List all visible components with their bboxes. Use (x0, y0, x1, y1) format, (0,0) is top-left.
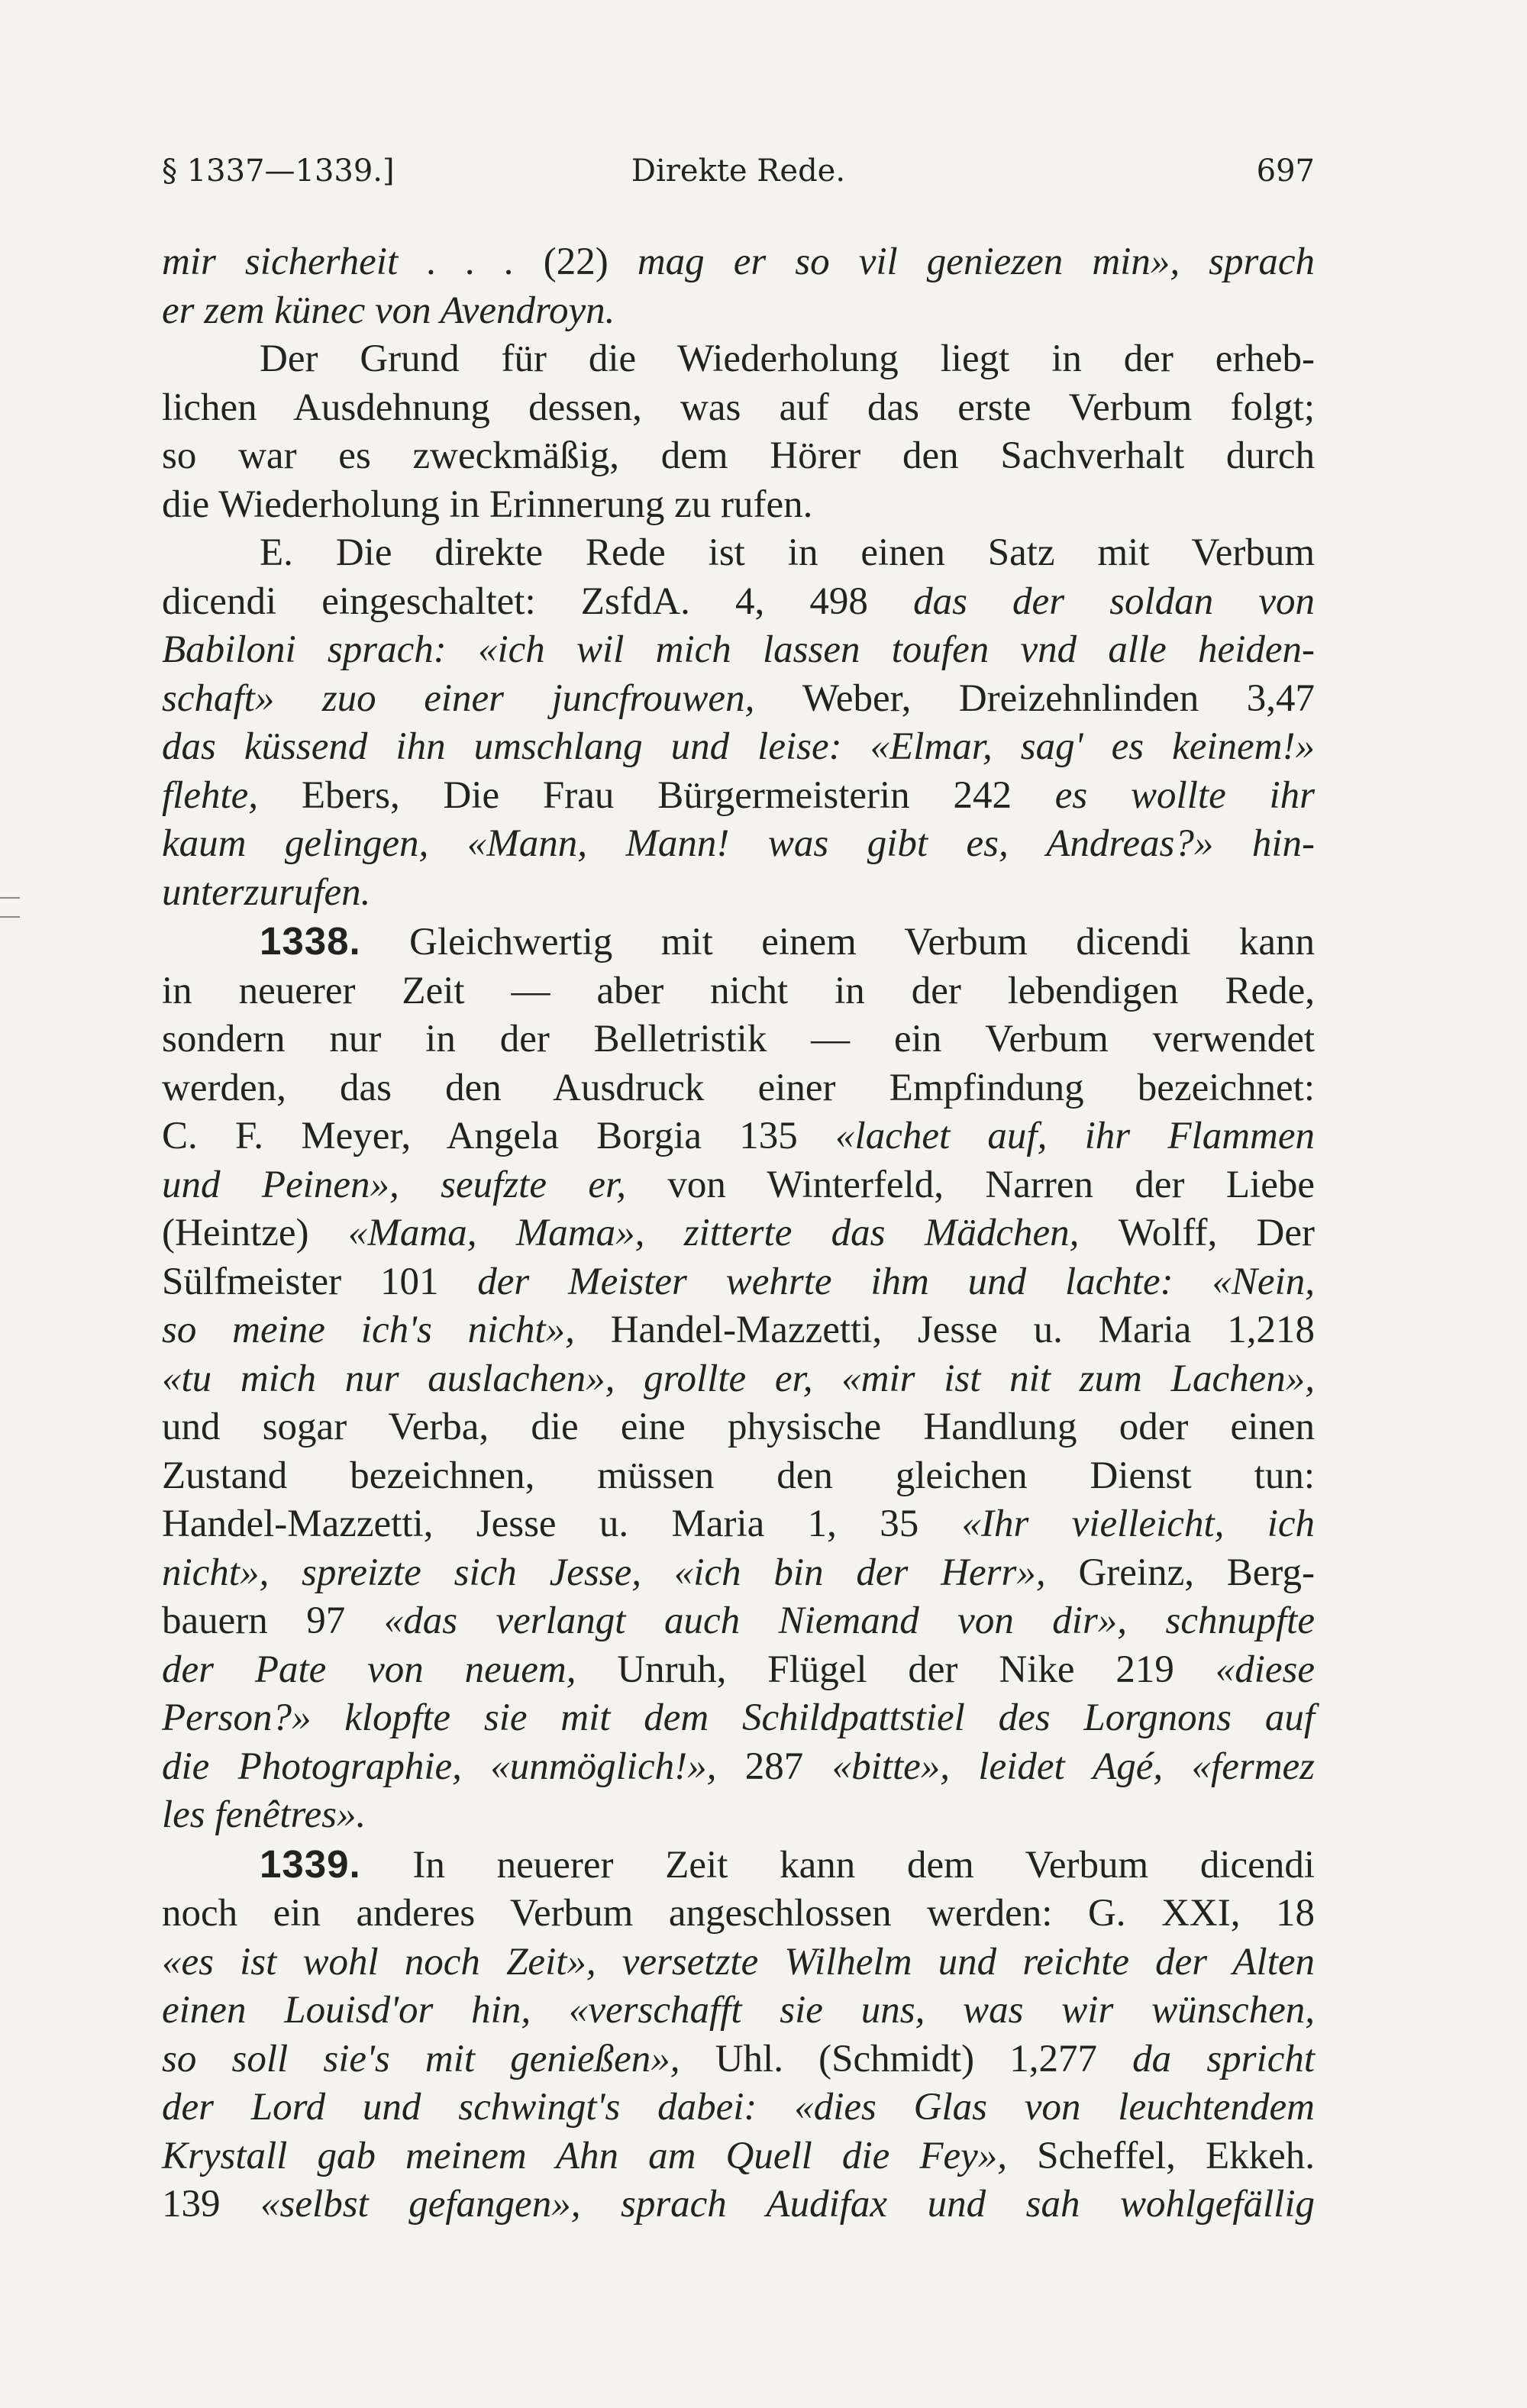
italic-quote: es wollte ihr (1054, 773, 1316, 817)
italic-quote: das küssend ihn umschlang und leise: «Elmar, sag' es keinem!» (162, 725, 1315, 768)
text-span: bauern 97 (162, 1599, 384, 1642)
text-line (162, 2132, 1315, 2181)
italic-quote: nicht», spreizte sich Jesse, «ich bin der Herr», (162, 1551, 1079, 1594)
text-line (162, 772, 1315, 821)
text-line (162, 723, 1315, 772)
running-head (162, 148, 1315, 194)
italic-quote: schaft» zuo einer juncfrouwen, (162, 676, 802, 720)
section-number: 1338. (260, 919, 361, 963)
text-line (162, 2035, 1315, 2084)
text-span: Handel-Mazzetti, Jesse u. Maria 1, 35 (162, 1503, 962, 1545)
text-line (162, 1597, 1315, 1646)
text-span: Gleichwertig mit einem Verbum dicendi kann (360, 921, 1315, 964)
margin-tick-mark (0, 897, 20, 899)
italic-quote: da spricht (1132, 2037, 1315, 2080)
text-line (162, 967, 1315, 1016)
page-number: 697 (1256, 153, 1315, 189)
italic-quote: so meine ich's nicht», (162, 1309, 611, 1351)
text-span: sondern nur in der Belletristik — ein Verbum verwendet (162, 1018, 1315, 1060)
text-line (162, 432, 1315, 481)
text-line (162, 1791, 1315, 1840)
text-span: E. Die direkte Rede ist in einen Satz mit Verbum (260, 531, 1315, 574)
text-line (162, 1694, 1315, 1743)
italic-quote: mir sicherheit . . . (162, 240, 544, 283)
italic-quote: «selbst gefangen», sprach Audifax und sah wohlgefällig (260, 2183, 1316, 2226)
text-span: Zustand bezeichnen, müssen den gleichen Dienst tun: (162, 1454, 1315, 1497)
body-text (162, 238, 1315, 2229)
text-line (162, 1938, 1315, 1987)
text-line (162, 2084, 1315, 2132)
text-line (162, 335, 1315, 384)
text-line (162, 1161, 1315, 1210)
italic-quote: kaum gelingen, «Mann, Mann! was gibt es, Andreas?» hin- (162, 822, 1315, 865)
text-line (162, 238, 1315, 287)
text-line (162, 1549, 1315, 1598)
text-span: Scheffel, Ekkeh. (1037, 2134, 1316, 2177)
italic-quote: «bitte», leidet Agé, «fermez (831, 1745, 1316, 1788)
italic-quote: flehte, (162, 773, 302, 817)
italic-quote: «das verlangt auch Niemand von dir», schnupfte (383, 1599, 1315, 1642)
italic-quote: «diese (1215, 1648, 1315, 1691)
text-line (162, 481, 1315, 530)
text-line (162, 1015, 1315, 1064)
italic-quote: «tu mich nur auslachen», grollte er, «mir ist nit zum Lachen», (162, 1357, 1315, 1400)
italic-quote: der Meister wehrte ihm und lachte: «Nein, (477, 1260, 1315, 1303)
text-line (162, 869, 1315, 918)
text-line (162, 1743, 1315, 1792)
margin-tick-mark (0, 916, 20, 918)
text-line (162, 1987, 1315, 2035)
text-line (162, 1452, 1315, 1501)
italic-quote: Person?» klopfte sie mit dem Schildpattstiel des Lorgnons auf (162, 1696, 1315, 1739)
text-line (162, 2180, 1315, 2229)
text-line (162, 1306, 1315, 1355)
italic-quote: die Photographie, «unmöglich!», (162, 1745, 745, 1788)
italic-quote: mag er so vil geniezen min», sprach (637, 240, 1315, 283)
italic-quote: einen Louisd'or hin, «verschafft sie uns, was wir wünschen, (162, 1989, 1315, 2032)
section-number: 1339. (260, 1842, 361, 1886)
text-line (162, 917, 1315, 967)
section-range: § 1337—1339.] (162, 153, 395, 189)
italic-quote: der Pate von neuem, (162, 1648, 618, 1691)
text-line (162, 1890, 1315, 1938)
text-line (162, 626, 1315, 675)
text-line (162, 1112, 1315, 1161)
text-span: In neuerer Zeit kann dem Verbum dicendi (360, 1843, 1315, 1887)
italic-quote: und Peinen», seufzte er, (162, 1163, 668, 1206)
text-span: Greinz, Berg- (1078, 1551, 1315, 1594)
text-line (162, 1403, 1315, 1452)
text-line (162, 287, 1315, 336)
text-span: so war es zweckmäßig, dem Hörer den Sachverhalt durch (162, 434, 1315, 477)
italic-quote: «lachet auf, ihr Flammen (835, 1115, 1316, 1157)
italic-quote: unterzurufen. (162, 870, 371, 914)
italic-quote: «Ihr vielleicht, ich (961, 1503, 1316, 1545)
text-span: Uhl. (Schmidt) 1,277 (715, 2037, 1133, 2080)
text-line (162, 820, 1315, 869)
italic-quote: der Lord und schwingt's dabei: «dies Glas von leuchtendem (162, 2086, 1315, 2129)
text-span: Unruh, Flügel der Nike 219 (617, 1648, 1215, 1691)
text-span: Ebers, Die Frau Bürgermeisterin 242 (301, 773, 1055, 817)
text-line (162, 1840, 1315, 1890)
text-line (162, 1355, 1315, 1404)
text-line (162, 675, 1315, 724)
text-span: in neuerer Zeit — aber nicht in der lebendigen Rede, (162, 969, 1315, 1012)
text-span: (Heintze) (162, 1212, 348, 1254)
italic-quote: er zem künec von Avendroyn. (162, 289, 615, 332)
text-line (162, 1500, 1315, 1549)
text-span: C. F. Meyer, Angela Borgia 135 (162, 1115, 836, 1157)
text-line (162, 1064, 1315, 1113)
text-span: Wolff, Der (1118, 1212, 1316, 1254)
italic-quote: so soll sie's mit genießen», (162, 2037, 715, 2080)
text-span: Der Grund für die Wiederholung liegt in der erheb- (260, 337, 1315, 380)
text-span: Handel-Mazzetti, Jesse u. Maria 1,218 (610, 1309, 1315, 1351)
text-line (162, 529, 1315, 578)
italic-quote: Krystall gab meinem Ahn am Quell die Fey», (162, 2134, 1038, 2177)
text-span: 287 (744, 1745, 832, 1788)
italic-quote: das der soldan von (913, 579, 1315, 623)
italic-quote: «es ist wohl noch Zeit», versetzte Wilhelm und reichte der Alten (162, 1940, 1315, 1984)
chapter-title: Direkte Rede. (631, 153, 846, 189)
text-line (162, 1258, 1315, 1307)
text-span: (22) (543, 240, 638, 283)
text-span: Weber, Dreizehnlinden 3,47 (802, 676, 1315, 720)
text-span: dicendi eingeschaltet: ZsfdA. 4, 498 (162, 579, 914, 623)
italic-quote: Babiloni sprach: «ich wil mich lassen toufen vnd alle heiden- (162, 628, 1315, 671)
text-span: von Winterfeld, Narren der Liebe (667, 1163, 1315, 1206)
italic-quote: «Mama, Mama», zitterte das Mädchen, (347, 1212, 1119, 1254)
text-span: lichen Ausdehnung dessen, was auf das erste Verbum folgt; (162, 386, 1315, 429)
text-span: die Wiederholung in Erinnerung zu rufen. (162, 483, 813, 526)
text-span: 139 (162, 2183, 261, 2226)
text-span: noch ein anderes Verbum angeschlossen werden: G. XXI, 18 (162, 1892, 1315, 1935)
text-line (162, 384, 1315, 433)
text-span: werden, das den Ausdruck einer Empfindung bezeichnet: (162, 1066, 1315, 1109)
text-line (162, 1209, 1315, 1258)
text-line (162, 1646, 1315, 1695)
text-line (162, 578, 1315, 627)
italic-quote: les fenêtres». (162, 1793, 366, 1836)
text-span: Sülfmeister 101 (162, 1260, 478, 1303)
text-span: und sogar Verba, die eine physische Handlung oder einen (162, 1406, 1315, 1448)
